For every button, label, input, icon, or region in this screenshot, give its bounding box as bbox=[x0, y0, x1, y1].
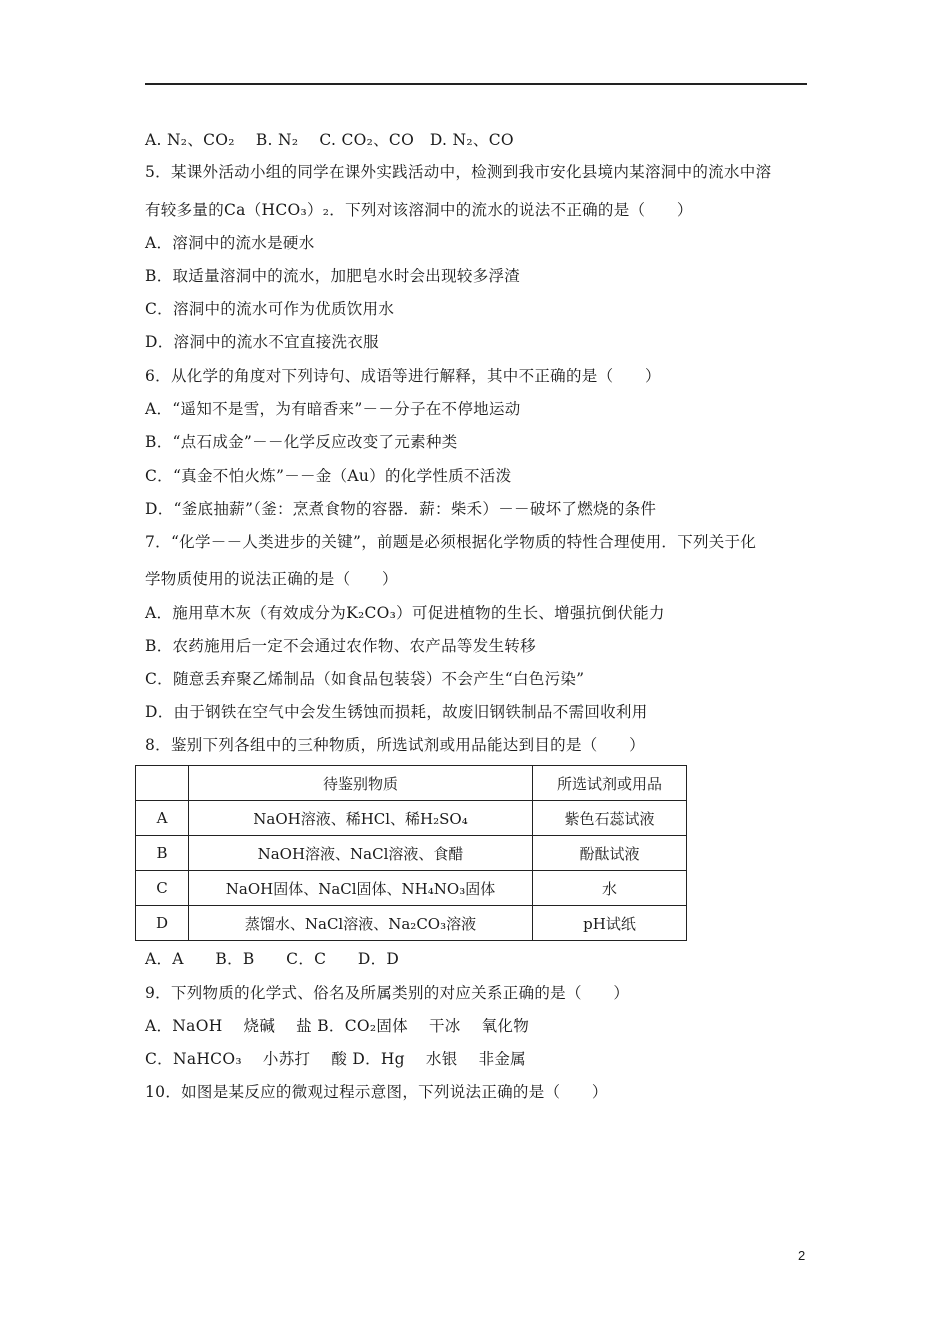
q6-option-a: A．“遥知不是雪，为有暗香来”－－分子在不停地运动 bbox=[145, 400, 521, 418]
table-row bbox=[136, 801, 687, 836]
q7-option-b: B．农药施用后一定不会通过农作物、农产品等发生转移 bbox=[145, 637, 536, 655]
page-number: 2 bbox=[798, 1248, 806, 1263]
q9-options-line-2: C．NaHCO₃ 小苏打 酸 D．Hg 水银 非金属 bbox=[145, 1050, 526, 1068]
q6-stem: 6．从化学的角度对下列诗句、成语等进行解释，其中不正确的是（ ） bbox=[145, 367, 661, 385]
q8-table bbox=[135, 765, 687, 941]
q6-option-b: B．“点石成金”－－化学反应改变了元素种类 bbox=[145, 433, 458, 451]
q5-option-c: C．溶洞中的流水可作为优质饮用水 bbox=[145, 300, 395, 318]
q6-option-d: D．“釜底抽薪”（釜：烹煮食物的容器．薪：柴禾）－－破坏了燃烧的条件 bbox=[145, 500, 657, 518]
q7-stem-line-2: 学物质使用的说法正确的是（ ） bbox=[145, 570, 398, 588]
table-header-cell bbox=[136, 766, 189, 801]
table-cell: 酚酞试液 bbox=[533, 836, 687, 871]
table-row bbox=[136, 836, 687, 871]
q7-option-a: A．施用草木灰（有效成分为K₂CO₃）可促进植物的生长、增强抗倒伏能力 bbox=[145, 604, 665, 622]
q5-option-b: B．取适量溶洞中的流水，加肥皂水时会出现较多浮渣 bbox=[145, 267, 521, 285]
header-rule bbox=[145, 83, 807, 85]
table-cell: NaOH溶液、NaCl溶液、食醋 bbox=[189, 836, 533, 871]
q8-stem: 8．鉴别下列各组中的三种物质，所选试剂或用品能达到目的是（ ） bbox=[145, 736, 645, 754]
q7-option-d: D．由于钢铁在空气中会发生锈蚀而损耗，故废旧钢铁制品不需回收利用 bbox=[145, 703, 648, 721]
q4-options: A. N₂、CO₂ B. N₂ C. CO₂、CO D. N₂、CO bbox=[145, 131, 514, 149]
table-header-cell: 待鉴别物质 bbox=[189, 766, 533, 801]
table-cell: NaOH固体、NaCl固体、NH₄NO₃固体 bbox=[189, 871, 533, 906]
q7-stem-line-1: 7．“化学－－人类进步的关键”，前题是必须根据化学物质的特性合理使用．下列关于化 bbox=[145, 533, 757, 551]
q6-option-c: C．“真金不怕火炼”－－金（Au）的化学性质不活泼 bbox=[145, 467, 512, 485]
table-cell: pH试纸 bbox=[533, 906, 687, 941]
table-cell: 蒸馏水、NaCl溶液、Na₂CO₃溶液 bbox=[189, 906, 533, 941]
table-row bbox=[136, 906, 687, 941]
q7-option-c: C．随意丢弃聚乙烯制品（如食品包装袋）不会产生“白色污染” bbox=[145, 670, 585, 688]
table-row bbox=[136, 871, 687, 906]
table-cell: D bbox=[136, 906, 189, 941]
q8-options: A．A B．B C．C D．D bbox=[145, 950, 400, 968]
table-cell: NaOH溶液、稀HCl、稀H₂SO₄ bbox=[189, 801, 533, 836]
table-cell: B bbox=[136, 836, 189, 871]
table-header-row bbox=[136, 766, 687, 801]
q5-stem-line-1: 5．某课外活动小组的同学在课外实践活动中，检测到我市安化县境内某溶洞中的流水中溶 bbox=[145, 163, 772, 181]
table-cell: C bbox=[136, 871, 189, 906]
q5-stem-line-2: 有较多量的Ca（HCO₃）₂．下列对该溶洞中的流水的说法不正确的是（ ） bbox=[145, 201, 693, 219]
q10-stem: 10．如图是某反应的微观过程示意图，下列说法正确的是（ ） bbox=[145, 1083, 608, 1101]
q5-option-a: A．溶洞中的流水是硬水 bbox=[145, 234, 315, 252]
table-cell: 水 bbox=[533, 871, 687, 906]
q9-stem: 9．下列物质的化学式、俗名及所属类别的对应关系正确的是（ ） bbox=[145, 984, 630, 1002]
q5-option-d: D．溶洞中的流水不宜直接洗衣服 bbox=[145, 333, 379, 351]
table-cell: A bbox=[136, 801, 189, 836]
table-cell: 紫色石蕊试液 bbox=[533, 801, 687, 836]
table-header-cell: 所选试剂或用品 bbox=[533, 766, 687, 801]
q9-options-line-1: A．NaOH 烧碱 盐 B．CO₂固体 干冰 氧化物 bbox=[145, 1017, 530, 1035]
